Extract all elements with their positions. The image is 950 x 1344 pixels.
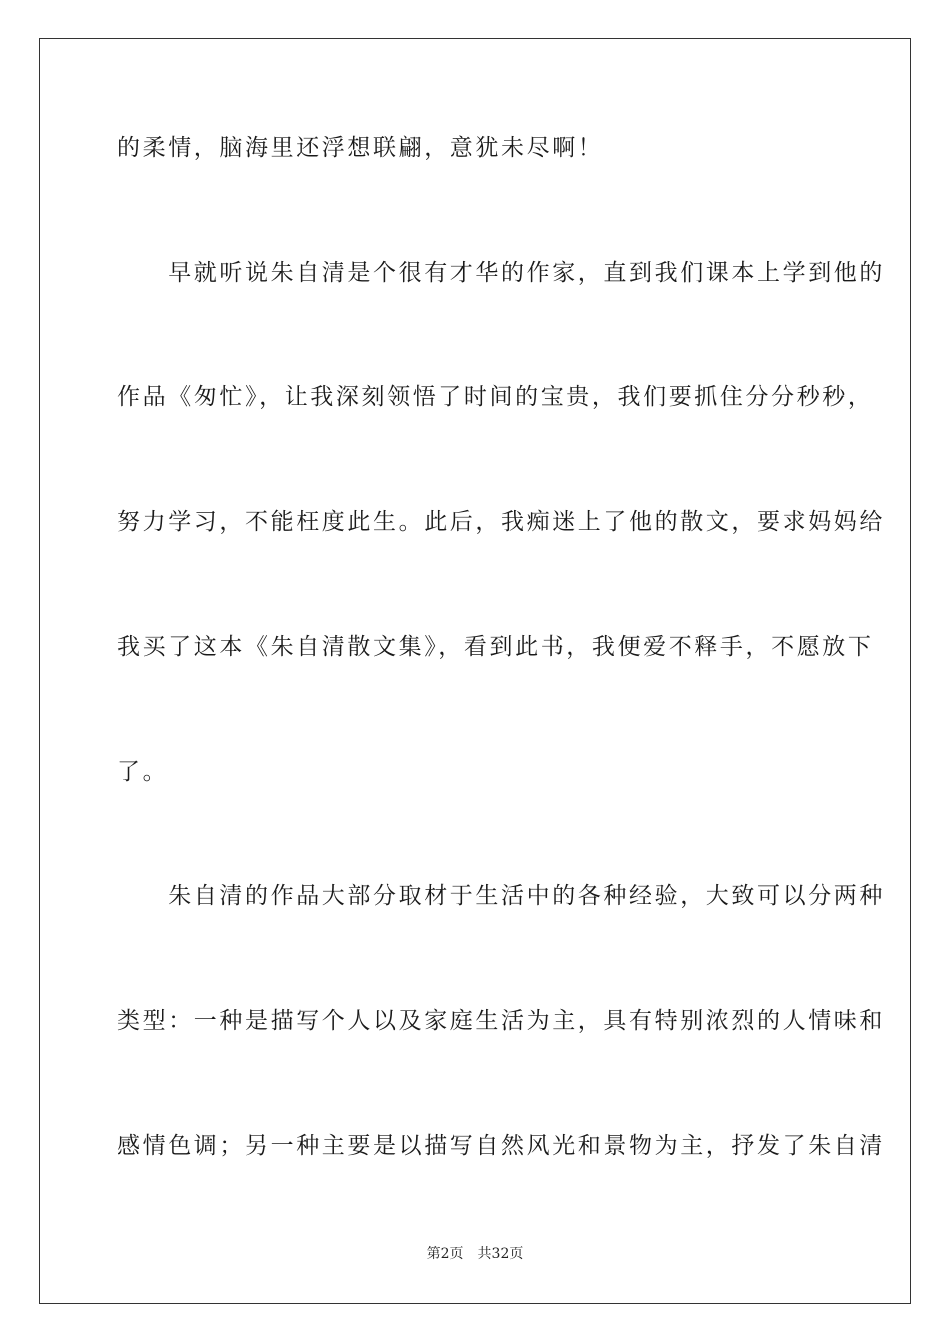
paragraph-line: 的柔情，脑海里还浮想联翩，意犹未尽啊！: [117, 135, 604, 161]
paragraph-line: 作品《匆忙》，让我深刻领悟了时间的宝贵，我们要抓住分分秒秒，: [117, 384, 874, 410]
paragraph-line: 我买了这本《朱自清散文集》，看到此书，我便爱不释手，不愿放下: [117, 634, 874, 660]
paragraph-line: 早就听说朱自清是个很有才华的作家，直到我们课本上学到他的: [117, 260, 885, 286]
paragraph-line: 努力学习，不能枉度此生。此后，我痴迷上了他的散文，要求妈妈给: [117, 509, 885, 535]
paragraph-line: 感情色调；另一种主要是以描写自然风光和景物为主，抒发了朱自清: [117, 1133, 885, 1159]
page-number: 第2页: [426, 1246, 464, 1262]
page-total: 共32页: [477, 1246, 524, 1262]
paragraph-line: 类型：一种是描写个人以及家庭生活为主，具有特别浓烈的人情味和: [117, 1008, 885, 1034]
page-footer: [0, 1245, 950, 1263]
page-border: [39, 38, 911, 1304]
paragraph-line: 了。: [117, 759, 169, 785]
paragraph-line: 朱自清的作品大部分取材于生活中的各种经验，大致可以分两种: [117, 883, 885, 909]
